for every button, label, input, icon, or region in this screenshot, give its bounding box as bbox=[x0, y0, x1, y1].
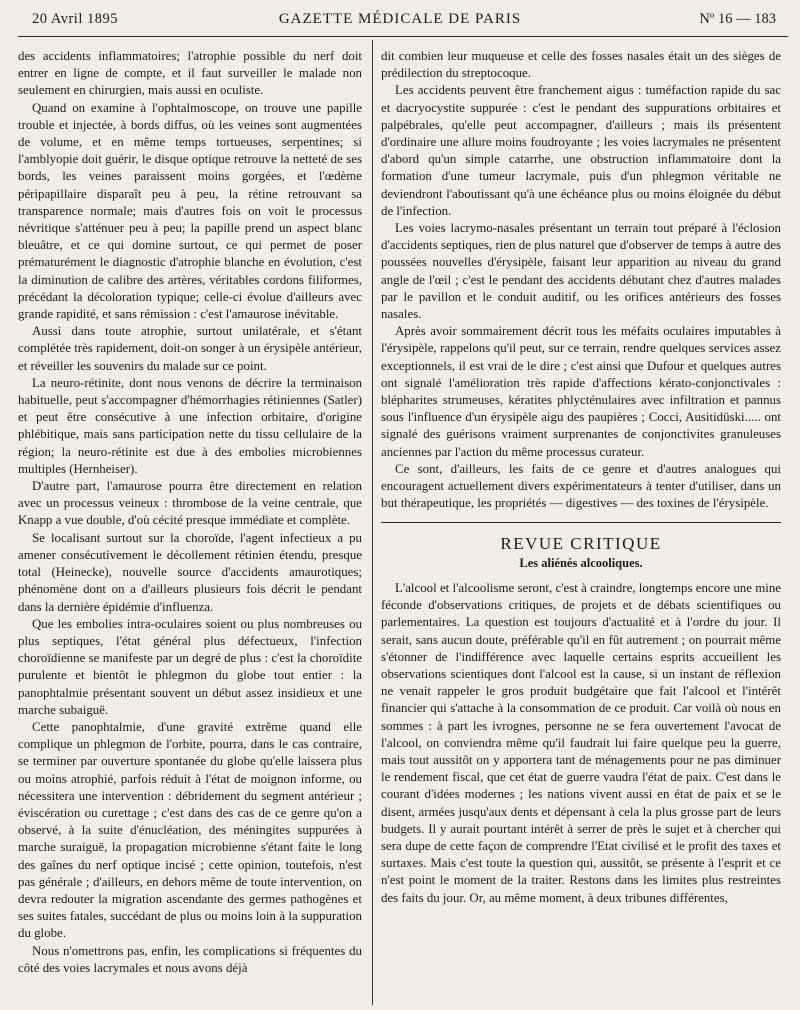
paragraph: Après avoir sommairement décrit tous les méfaits oculaires imputables à l'érysipèle, rappelons qu'il peut, sur ce terrain, rendre quelques services assez exceptionnels, il est vrai de le dire ; c'est ainsi que Dufour et quelques autres ont signalé l'amélioration très rapide d'affections kérato-conjonctivales : blépharites strumeuses, kératites phlycténulaires avec infiltration et pannus sous l'influence d'un érysipèle aigu des paupières ; Cocci, Ausitidüski..... ont signalé des guérisons vraiment surprenantes de conjonctivites granuleuses anciennes par l'action du même processus curateur. bbox=[381, 324, 781, 459]
paragraph: D'autre part, l'amaurose pourra être directement en relation avec un processus veineux : thrombose de la veine centrale, que Knapp a vue double, d'où cécité presque immédiate et complète. bbox=[18, 479, 362, 528]
paragraph: Aussi dans toute atrophie, surtout unilatérale, et s'étant complétée très rapidement, doit-on songer à un érysipèle antérieur, et réveiller les souvenirs du malade sur ce point. bbox=[18, 324, 362, 373]
paragraph: Cette panophtalmie, d'une gravité extrême quand elle complique un phlegmon de l'orbite, pourra, dans le cas contraire, se terminer par ouverture spontanée du globe qu'elle laissera plus ou moins atrophié, parfois réduit à l'état de moignon informe, ou nécessitera une intervention : débridement du segment antérieur ; éviscération ou curettage ; c'est dans des cas de ce genre qu'on a observé, à la suite d'énucléation, des méningites suppurées à marche suraiguë, la propagation microbienne s'étant faite le long des gaînes du nerf optique incisé ; cette opinion, toutefois, n'est pas générale ; d'ailleurs, en dehors même de toute intervention, on devra redouter la migration ascendante des germes pathogènes et ses suites fatales, succédant de plus ou moins loin à la suppuration du globe. bbox=[18, 719, 362, 941]
right-column bbox=[381, 48, 781, 907]
paragraph: L'alcool et l'alcoolisme seront, c'est à craindre, longtemps encore une mine féconde d'observations critiques, de projets et de débats scientifiques ou parlementaires. La question est toujours d'actualité et à l'ordre du jour. Il serait, sans aucun doute, préférable qu'il en fût autrement ; on pourrait même s'étonner de l'indifférence avec laquelle certains esprits accueillent les observations scientiques dont l'alcool est la cause, si un instant de réflexion ne venait rappeler le gros produit budgétaire que fait l'alcool et l'intérêt financier qui s'attache à la consommation de ce produit. Car voilà où nous en sommes : à part les ivrognes, personne ne se fera ouvertement l'avocat de l'alcool, on conviendra même qu'il faudrait lui faire quelque peu la guerre, mais tout aussitôt on y apportera tant de ménagements pour ne pas diminuer le rendement fiscal, que cet état de guerre vaudra l'état de paix. C'est dans le courant d'idées modernes ; les nations vivent aussi en état de paix et se le disent, armées jusqu'aux dents et dépensant à cela la plus grosse part de leurs budgets. Il y aurait pourtant intérêt à serrer de près le sujet et à chercher qui sera dupe de cette façon de comprendre l'Etat civilisé et le profit des taxes et surtaxes. Mais c'est toute la question qui, aussitôt, se présente à l'esprit et ce n'est point le moment de la traiter. Restons dans les limites plus restreintes des faits du jour. Or, au même moment, à deux tribunes différentes, bbox=[381, 580, 781, 905]
paragraph: Nous n'omettrons pas, enfin, les complications si fréquentes du côté des voies lacrymales et nous avons déjà bbox=[18, 943, 362, 975]
paragraph: La neuro-rétinite, dont nous venons de décrire la terminaison habituelle, peut s'accompagner d'hémorrhagies rétiniennes (Satler) et peut être consécutive à une infection orbitaire, d'origine phlébitique, mais sans participation nette du tissu cellulaire de la région; la neuro-rétinite est due à des embolies microbiennes multiples (Hernheiser). bbox=[18, 375, 362, 476]
paragraph: Quand on examine à l'ophtalmoscope, on trouve une papille trouble et injectée, à bords diffus, où les veines sont augmentées de volume, et en même temps tortueuses, serpentines; si l'amblyopie doit guérir, le disque optique retrouve la netteté de ses bords, les veines paraissent moins gorgées, et l'œdème péripapillaire disparaît peu à peu, la rétine retrouvant sa transparence normale; mais d'autres fois on voit le processus névritique s'atténuer peu à peu; la papille prend un aspect blanc bleuâtre, et ce qui domine surtout, ce qui permet de poser prématurément le diagnostic d'atrophie blanche en évolution, c'est la diminution de calibre des artères, véritables cordons filiformes, précédant la décoloration typique; celle-ci évolue d'ailleurs avec grande rapidité, et sans rémission : c'est l'amaurose inévitable. bbox=[18, 100, 362, 322]
paragraph: des accidents inflammatoires; l'atrophie possible du nerf doit entrer en ligne de compte, et il faut surveiller le malade non seulement en chirurgien, mais aussi en oculiste. bbox=[18, 49, 362, 98]
paragraph: Se localisant surtout sur la choroïde, l'agent infectieux a pu amener consécutivement le décollement rétinien étendu, presque total (Heinecke), nouvelle source d'accidents amaurotiques; phénomène dont on a d'ailleurs plusieurs fois décrit le pendant dans la dernière épidémie d'influenza. bbox=[18, 530, 362, 614]
paragraph: Ce sont, d'ailleurs, les faits de ce genre et d'autres analogues qui encouragent actuellement divers expérimentateurs à tenter d'utiliser, dans un but thérapeutique, les propriétés — digestives — des toxines de l'érysipèle. bbox=[381, 461, 781, 511]
paragraph: dit combien leur muqueuse et celle des fosses nasales était un des sièges de prédilection du streptocoque. bbox=[381, 49, 781, 81]
paragraph: Les voies lacrymo-nasales présentant un terrain tout préparé à l'éclosion d'accidents septiques, rien de plus naturel que d'observer de temps à autre des poussées nouvelles d'érysipèle, faisant leur apparition au niveau du grand angle de l'œil ; c'est le pendant des accidents débutant chez d'autres malades par le pavillon et le conduit auditif, ou les orifices antérieurs des fosses nasales. bbox=[381, 221, 781, 322]
section-subtitle: Les aliénés alcooliques. bbox=[519, 555, 643, 570]
section-title: REVUE CRITIQUE bbox=[500, 534, 662, 554]
publication-title: GAZETTE MÉDICALE DE PARIS bbox=[278, 11, 522, 27]
paragraph: Les accidents peuvent être franchement aigus : tuméfaction rapide du sac et dacryocystite suppurée : c'est le pendant des suppurations orbitaires et palpébrales, qu'elle peut accompagner, d'ailleurs ; mais ils présentent d'ordinaire une allure moins foudroyante ; les voies lacrymales ne présentent d'abord qu'un simple catarrhe, une obstruction inflammatoire dont la formation d'une tumeur lacrymale, puis d'un phlegmon véritable ne deviendront l'aboutissant qu'à une échéance plus ou moins éloignée du début de l'infection. bbox=[381, 83, 781, 218]
header-rule bbox=[18, 36, 788, 37]
issue-page-number: Nº 16 — 183 bbox=[699, 11, 776, 27]
paragraph: Que les embolies intra-oculaires soient ou plus nombreuses ou plus septiques, l'état général plus défectueux, l'infection choroïdienne se manifeste par un degré de plus : c'est la choroïdite purulente et bientôt le phlegmon du globe tout entier : la panophtalmie présentant souvent un début assez insidieux et une marche subaiguë. bbox=[18, 616, 362, 717]
left-column bbox=[18, 48, 362, 977]
revue-critique-section bbox=[381, 522, 781, 906]
issue-date: 20 Avril 1895 bbox=[32, 11, 118, 27]
column-divider bbox=[372, 40, 373, 1005]
